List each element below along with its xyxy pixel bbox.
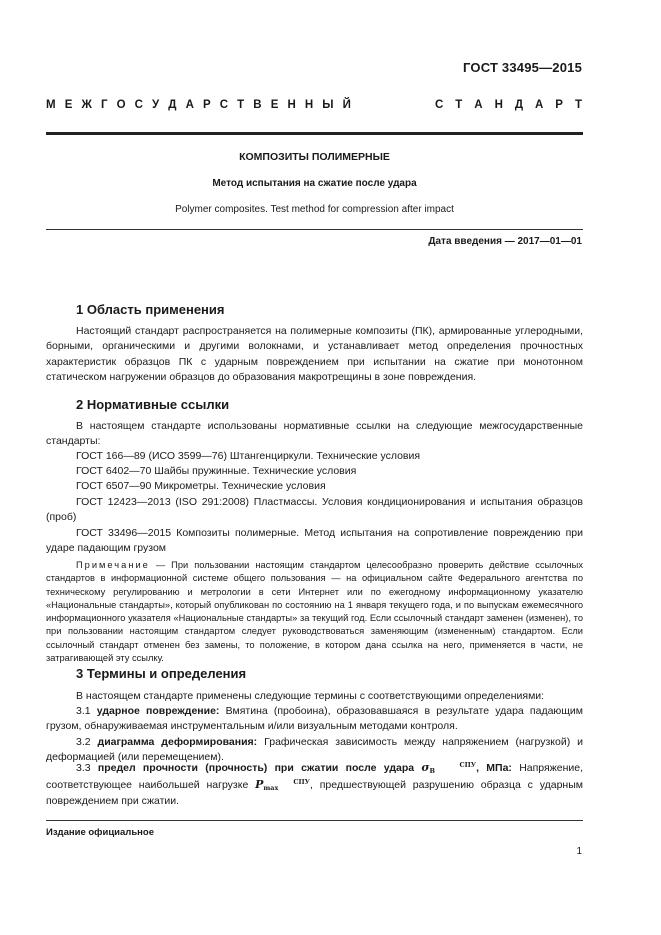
note-label: Примечание (76, 560, 150, 570)
term-definition-end: , предшествующей разрушению образца с ударным повреждением при сжатии. (46, 778, 583, 807)
page-number: 1 (576, 846, 582, 857)
term-3-3 (46, 760, 583, 810)
banner-letter: С (134, 99, 143, 111)
banner-letter: Ы (322, 99, 334, 111)
term-number: 3.2 (76, 736, 98, 748)
title-rule (46, 229, 583, 230)
banner-letter: В (253, 99, 262, 111)
references-note (46, 559, 583, 665)
edition-label: Издание официальное (46, 827, 154, 838)
banner-letter: А (185, 99, 194, 111)
banner-letter: С (435, 99, 444, 111)
term-definition: Напряжение, соответствующее наибольшей нагрузке (46, 762, 583, 791)
term-name: диаграмма деформирования: (97, 736, 258, 748)
document-title: КОМПОЗИТЫ ПОЛИМЕРНЫЕ (239, 151, 390, 163)
section-2-heading: 2 Нормативные ссылки (76, 397, 230, 412)
reference-item: ГОСТ 12423—2013 (ISO 291:2008) Пластмассы. Условия кондиционирования и испытания образцов (проб) (46, 496, 583, 524)
banner-letter: Ж (81, 99, 92, 111)
banner-word-standard (435, 99, 582, 111)
document-number: ГОСТ 33495—2015 (463, 60, 582, 75)
footer-rule (46, 820, 583, 821)
reference-item: ГОСТ 33496—2015 Композиты полимерные. Метод испытания на сопротивление повреждению при ударе падающим грузом (46, 527, 583, 555)
term-definition: Вмятина (пробоина), образовавшаяся в результате удара падающим грузом, обнаруживаемая инструментальным и/или визуальным методами контроля. (46, 705, 584, 733)
banner-letter: Д (168, 99, 177, 111)
reference-item: ГОСТ 6402—70 Шайбы пружинные. Технические условия (76, 465, 357, 477)
interstate-standard-banner (46, 99, 582, 111)
banner-letter: Н (494, 99, 503, 111)
reference-item: ГОСТ 166—89 (ИСО 3599—76) Штангенциркули. Технические условия (76, 450, 421, 462)
banner-letter: О (116, 99, 126, 111)
banner-letter: Й (342, 99, 351, 111)
banner-letter: У (152, 99, 160, 111)
term-3-1 (46, 704, 583, 735)
banner-letter: Е (270, 99, 279, 111)
term-number: 3.3 (76, 762, 98, 774)
section-3-intro: В настоящем стандарте применены следующие термины с соответствующими определениями: (76, 690, 545, 702)
section-1-text: Настоящий стандарт распространяется на полимерные композиты (ПК), армированные углеродными, борными, органическими и другими волокнами, и устанавливает метод определения прочностных характеристик образцов ПК с ударным повреждением при испытании на сжатие при монотонном статическом нагружении образцов до образования макротрещины в зоне повреждения. (46, 325, 583, 384)
banner-letter: М (46, 99, 56, 111)
max-load-symbol: P СПУ max (255, 777, 310, 792)
banner-letter: Т (455, 99, 463, 111)
banner-letter: А (535, 99, 544, 111)
term-unit: , МПа: (476, 762, 512, 774)
banner-letter: Д (514, 99, 524, 111)
banner-letter: Г (100, 99, 108, 111)
section-2-intro: В настоящем стандарте использованы нормативные ссылки на следующие межгосударственные стандарты: (46, 420, 583, 448)
banner-letter: Р (555, 99, 563, 111)
note-text: — При пользовании настоящим стандартом целесообразно проверить действие ссылочных стандартов в информационной системе общего пользования — на официальном сайте Федерального агентства по техническому регулированию и метрологии в сети Интернет или по ежегодному информационному указателю «Национальные стандарты», который опубликован по состоянию на 1 января текущего года, и по выпускам ежемесячного информационного указателя «Национальные стандарты» за текущий год. Если ссылочный стандарт заменен (изменен), то при пользовании настоящим стандартом следует руководствоваться заменяющим (измененным) стандартом. Если ссылочный стандарт отменен без замены, то положение, в котором дана ссылка на него, применяется в части, не затрагивающей эту ссылку. (46, 560, 583, 664)
banner-letter: Т (574, 99, 582, 111)
english-title: Polymer composites. Test method for compression after impact (175, 204, 454, 215)
term-name: ударное повреждение: (96, 705, 220, 717)
banner-letter: Н (287, 99, 296, 111)
section-3-heading: 3 Термины и определения (76, 666, 247, 681)
banner-letter: С (219, 99, 229, 111)
term-name: предел прочности (прочность) при сжатии после удара (97, 762, 415, 774)
banner-letter: А (474, 99, 483, 111)
document-subtitle: Метод испытания на сжатие после удара (212, 178, 417, 189)
introduction-date: Дата введения — 2017—01—01 (428, 236, 582, 247)
header-rule (46, 132, 583, 135)
banner-letter: Т (237, 99, 245, 111)
compression-strength-symbol: σ СПУ В (421, 761, 477, 775)
banner-letter: Р (202, 99, 211, 111)
banner-word-interstate (46, 99, 351, 111)
term-number: 3.1 (76, 705, 97, 717)
term-definition: Графическая зависимость между напряжением (нагрузкой) и деформацией (или перемещением). (46, 736, 584, 764)
banner-letter: Е (64, 99, 73, 111)
reference-item: ГОСТ 6507—90 Микрометры. Технические условия (76, 480, 326, 492)
section-1-heading: 1 Область применения (76, 302, 225, 317)
banner-letter: Н (304, 99, 314, 111)
